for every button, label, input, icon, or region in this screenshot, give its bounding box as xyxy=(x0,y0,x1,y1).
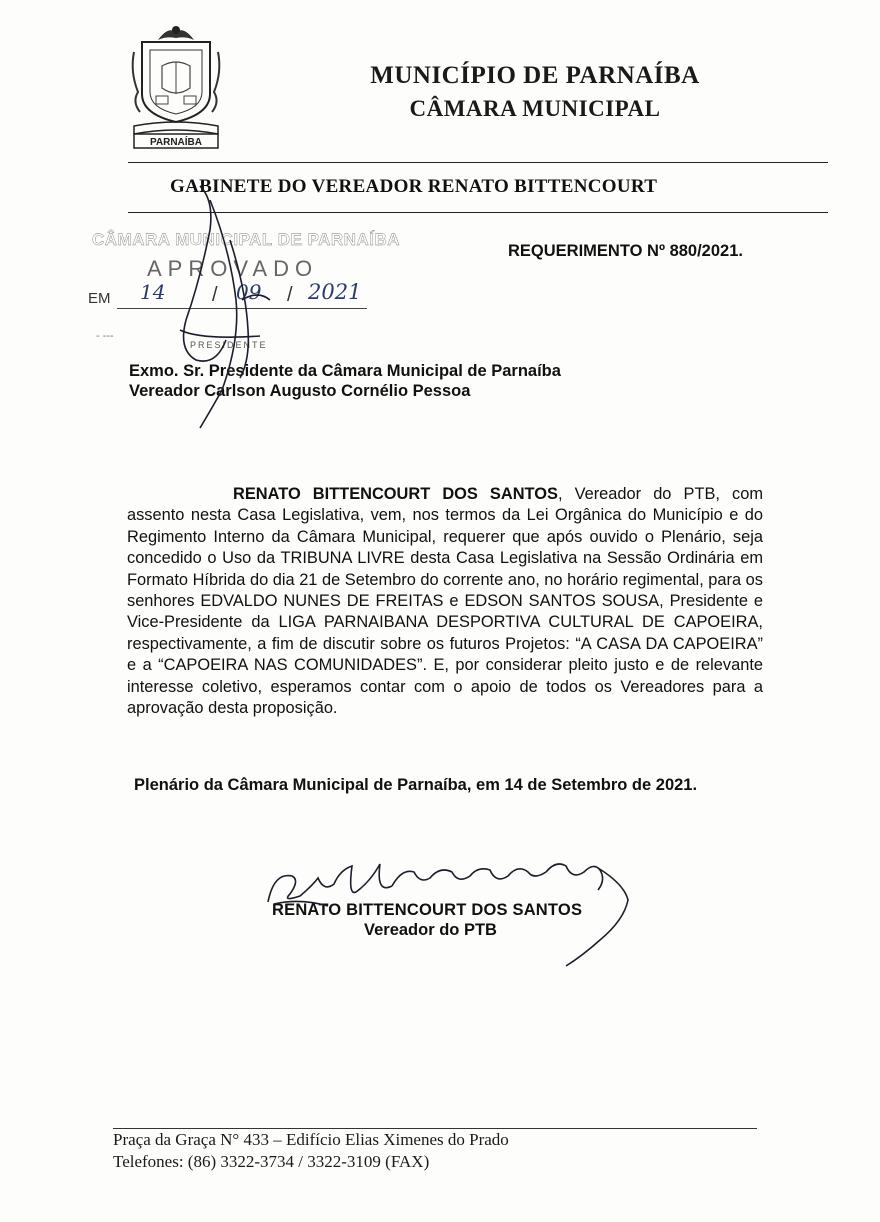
stamp-date-month: 09 xyxy=(236,280,262,304)
signatory-role: Vereador do PTB xyxy=(364,921,497,939)
municipality-title: MUNICÍPIO DE PARNAÍBA xyxy=(370,62,700,89)
stamp-date-separator: / xyxy=(212,284,218,306)
signatory-name: RENATO BITTENCOURT DOS SANTOS xyxy=(272,901,583,919)
svg-text:PARNAÍBA: PARNAÍBA xyxy=(149,137,203,148)
office-heading: GABINETE DO VEREADOR RENATO BITTENCOURT xyxy=(170,176,658,197)
stamp-president-label: PRESIDENTE xyxy=(190,340,268,350)
stamp-chamber-name: CÂMARA MUNICIPAL DE PARNAÍBA xyxy=(92,230,401,249)
stamp-date-line xyxy=(117,308,367,309)
closing-place-date: Plenário da Câmara Municipal de Parnaíba, em 14 de Setembro de 2021. xyxy=(134,776,698,794)
stamp-approved: APROVADO xyxy=(147,256,319,281)
stamp-date-year: 2021 xyxy=(308,280,362,304)
request-author: RENATO BITTENCOURT DOS SANTOS xyxy=(233,485,558,503)
stamp-em-label: EM xyxy=(88,290,111,307)
request-number: REQUERIMENTO Nº 880/2021. xyxy=(508,242,743,260)
footer-address: Praça da Graça N° 433 – Edifício Elias Ximenes do Prado xyxy=(113,1130,509,1149)
stamp-date-separator: / xyxy=(287,284,293,306)
header-divider-top xyxy=(128,162,828,163)
addressee-line-1: Exmo. Sr. Presidente da Câmara Municipal de Parnaíba xyxy=(129,362,561,380)
stamp-date-day: 14 xyxy=(140,280,166,304)
addressee-line-2: Vereador Carlson Augusto Cornélio Pessoa xyxy=(129,382,471,400)
footer-divider xyxy=(113,1128,757,1129)
header-divider-bottom xyxy=(128,212,828,213)
stamp-dash: - --- xyxy=(96,330,114,342)
chamber-title: CÂMARA MUNICIPAL xyxy=(409,96,661,121)
footer-phones: Telefones: (86) 3322-3734 / 3322-3109 (FAX) xyxy=(113,1152,430,1171)
coat-of-arms-logo xyxy=(128,22,224,152)
request-text: , Vereador do PTB, com assento nesta Casa Legislativa, vem, nos termos da Lei Orgânica do Município e do Regimento Interno da Câmara Municipal, requerer que após ouvido o Plenário, seja concedido o Uso da TRIBUNA LIVRE desta Casa Legislativa na Sessão Ordinária em Formato Híbrida do dia 21 de Setembro do corrente ano, no horário regimental, para os senhores EDVALDO NUNES DE FREITAS e EDSON SANTOS SOUSA, Presidente e Vice-Presidente da LIGA PARNAIBANA DESPORTIVA CULTURAL DE CAPOEIRA, respectivamente, a fim de discutir sobre os futuros Projetos: “A CASA DA CAPOEIRA” e a “CAPOEIRA NAS COMUNIDADES”. E, por considerar pleito justo e de relevante interesse coletivo, esperamos contar com o apoio de todos os Vereadores para a aprovação desta proposição. xyxy=(127,485,763,718)
request-body xyxy=(127,484,763,719)
